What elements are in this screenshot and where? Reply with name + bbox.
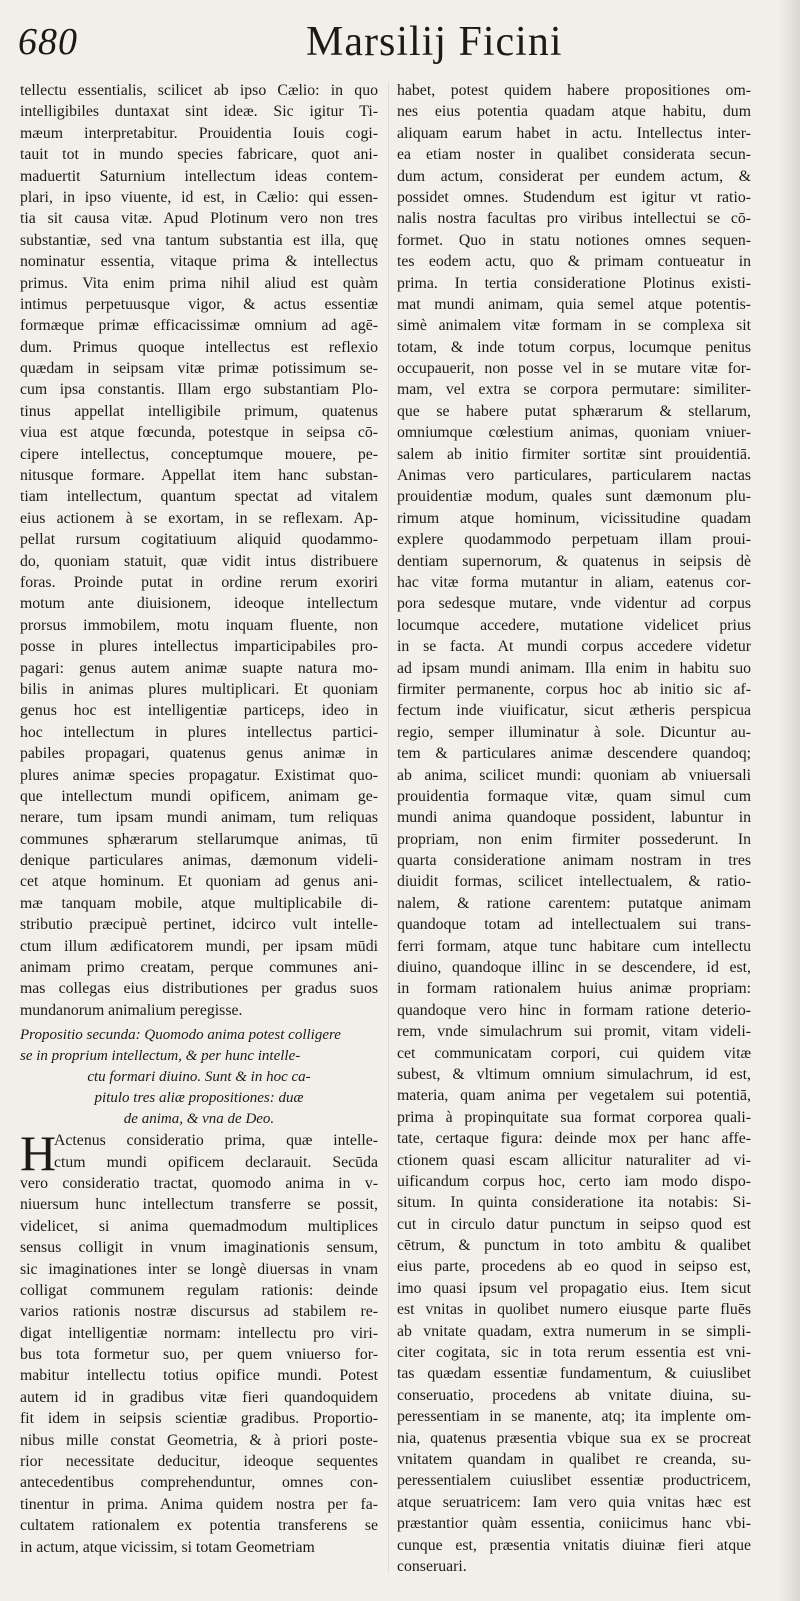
left-column bbox=[20, 80, 378, 1558]
text-line: stributio præcipuè pertinet, idcirco vult intelle- bbox=[20, 916, 378, 934]
text-line: ad ipsam mundi animam. Illa enim in habitu suo bbox=[397, 659, 751, 677]
text-line: salem ab initio firmiter sortitæ sint prouidentiā. bbox=[397, 445, 751, 463]
text-line: mat mundi animam, quia semel atque potentis- bbox=[397, 295, 751, 313]
text-line: tas quædam essentiæ fundamentum, & cuiuslibet bbox=[397, 1365, 751, 1383]
left-column-text bbox=[20, 80, 378, 1021]
text-line: nominatur essentia, vitaque prima & intellectus bbox=[20, 253, 378, 271]
text-line: ferri formam, atque tunc habitare cum intellectu bbox=[397, 937, 751, 955]
text-line: dentiam supernorum, & quatenus in seipsis dè bbox=[397, 552, 751, 570]
text-line: cum ipsa constantis. Illam ergo substantiam Plo- bbox=[20, 381, 378, 399]
text-line: habet, potest quidem habere propositiones om- bbox=[397, 82, 751, 99]
text-line: nalem, & ratione carentem: putatque animam bbox=[397, 894, 751, 912]
drop-cap-paragraph bbox=[20, 1125, 378, 1558]
text-line: nerare, tum ipsam mundi animam, tum reliquas bbox=[20, 809, 378, 827]
paragraph-line: cultatem rationalem ex potentia transferens se bbox=[20, 1517, 378, 1535]
text-line: maduertit Saturnium intellectum ideas contem- bbox=[20, 167, 378, 185]
running-title: Marsilij Ficini bbox=[306, 19, 563, 65]
paragraph-line: vero consideratio tractat, quomodo anima in v- bbox=[20, 1174, 378, 1192]
text-line: in se facta. At mundi corpus accedere videtur bbox=[397, 638, 751, 656]
heading-line: Propositio secunda: Quomodo anima potest colligere bbox=[20, 1027, 341, 1044]
text-line: dum. Primus quoque intellectus est reflexio bbox=[20, 338, 378, 356]
text-line: nia, quatenus præsentia vbique sua ex se procreat bbox=[397, 1429, 751, 1447]
text-line: mundi anima quandoque possident, labuntur in bbox=[397, 809, 751, 827]
text-line: hoc intellectum in plures intellectus partici- bbox=[20, 723, 378, 741]
paragraph-line: Actenus consideratio prima, quæ intelle- bbox=[54, 1132, 378, 1150]
text-line: mundanorum animalium peregisse. bbox=[20, 1001, 243, 1019]
text-line: eius actionem à se exortam, in se reflexam. Ap- bbox=[20, 509, 378, 527]
text-line: conseruari. bbox=[397, 1557, 467, 1575]
text-line: præstantior quàm essentia, coniicimus hanc vbi- bbox=[397, 1515, 751, 1533]
text-line: que intellectum mundi opificem, animam ge- bbox=[20, 787, 378, 805]
section-heading bbox=[20, 1025, 378, 1130]
paragraph-line: sic imaginationes inter se longè diuersas in vnam bbox=[20, 1260, 378, 1278]
paragraph-line: ctum mundi opificem declarauit. Secūda bbox=[54, 1153, 378, 1171]
text-line: mæum interpretabitur. Prouidentia Iouis cogi- bbox=[20, 124, 378, 142]
heading-line: ctu formari diuino. Sunt & in hoc ca- bbox=[87, 1069, 311, 1086]
text-line: rem, vnde simulachrum sui promit, vitam videli- bbox=[397, 1023, 751, 1041]
right-column-text bbox=[397, 80, 751, 1577]
text-line: que se habere putat sphærarum & stellarum, bbox=[397, 402, 751, 420]
text-line: diuidit formas, scilicet intellectualem, & ratio- bbox=[397, 873, 751, 891]
text-line: prouidentiæ modum, quales sunt dæmonum plu- bbox=[397, 488, 751, 506]
text-line: subest, & vltimum omnium simulachrum, id est, bbox=[397, 1065, 751, 1083]
text-line: plari, in ipso viuente, id est, in Cælio: qui essen- bbox=[20, 188, 378, 206]
text-line: genus hoc est intelligentiæ particeps, ideo in bbox=[20, 702, 378, 720]
column-gutter bbox=[388, 82, 389, 1572]
text-line: imo quasi ipsum vel propagatio eius. Item sicut bbox=[397, 1279, 751, 1297]
text-line: propriam, non enim firmiter possederunt. In bbox=[397, 830, 751, 848]
text-line: peressentialem cuiuslibet essentiæ productricem, bbox=[397, 1472, 751, 1490]
paragraph-line: tinentur in prima. Anima quidem nostra per fa- bbox=[20, 1495, 378, 1513]
text-line: tem & particulares animæ descendere quandoq; bbox=[397, 745, 751, 763]
text-line: citer cogitata, sic in tota rerum essentia est vni- bbox=[397, 1344, 751, 1362]
text-line: Animas vero particulares, particularem nactas bbox=[397, 467, 751, 485]
paragraph-line: fit idem in seipsis scientiæ gradibus. Proportio- bbox=[20, 1410, 378, 1428]
text-line: formet. Quo in statu notiones omnes sequen- bbox=[397, 231, 751, 249]
paragraph-line: rior necessitate deducitur, ideoque sequentes bbox=[20, 1453, 378, 1471]
heading-line: se in proprium intellectum, & per hunc intelle- bbox=[20, 1048, 301, 1065]
text-line: dum actum, considerat per eundem actum, & bbox=[397, 167, 751, 185]
text-line: diuino, quandoque illinc in se descendere, id est, bbox=[397, 959, 751, 977]
text-line: cipere intellectus, conceptumque mouere, pe- bbox=[20, 445, 378, 463]
text-line: viua est atque fœcunda, potestque in seipsa cō- bbox=[20, 424, 378, 442]
text-line: tia sit causa vitæ. Apud Plotinum vero non tres bbox=[20, 210, 378, 228]
text-line: possidet omnes. Studendum est igitur vt ratio- bbox=[397, 188, 751, 206]
text-line: fectum inde viuificatur, sicut ætheris perspicua bbox=[397, 702, 751, 720]
text-line: plures animæ species propagatur. Existimat quo- bbox=[20, 766, 378, 784]
text-line: regio, semper illuminatur à sole. Dicuntur au- bbox=[397, 723, 751, 741]
paragraph-text bbox=[20, 1125, 378, 1558]
paragraph-line: in actum, atque vicissim, si totam Geometriam bbox=[20, 1538, 315, 1556]
page-number: 680 bbox=[18, 21, 78, 63]
text-line: mas collegas eius distributiones per gradus suos bbox=[20, 980, 378, 998]
text-line: uificandum corpus hoc, certo iam modo dispo- bbox=[397, 1172, 751, 1190]
text-line: est vnitas in quolibet numero eiusque parte fluēs bbox=[397, 1301, 751, 1319]
text-line: prorsus immobilem, motu inquam fluente, non bbox=[20, 616, 378, 634]
paragraph-line: antecedentibus comprehenduntur, omnes con- bbox=[20, 1474, 378, 1492]
text-line: communes sphærarum stellarumque animas, tū bbox=[20, 830, 378, 848]
text-line: peressentiam in se manente, atq; ita implente om- bbox=[397, 1408, 751, 1426]
heading-line: de anima, & vna de Deo. bbox=[123, 1111, 275, 1128]
paragraph-line: varios rationis nostræ discursus ad stabilem re- bbox=[20, 1303, 378, 1321]
text-line: ctum illum ædificatorem mundi, per ipsam mūdi bbox=[20, 937, 378, 955]
text-line: cet atque hominum. Et quoniam ad genus ani- bbox=[20, 873, 378, 891]
text-line: pagari: genus autem animæ suapte natura mo- bbox=[20, 659, 378, 677]
text-line: conseruatio, procedens ab vnitate diuina, su- bbox=[397, 1386, 751, 1404]
text-line: hac vitæ forma mutantur in aliam, eatenus cor- bbox=[397, 573, 751, 591]
text-line: aliquam earum habet in actu. Intellectus inter- bbox=[397, 124, 751, 142]
text-line: substantiæ, sed vna tantum substantia est illa, quę bbox=[20, 231, 378, 249]
drop-cap: H bbox=[20, 1125, 57, 1182]
text-line: posse in plures intellectus imparticipabiles pro- bbox=[20, 638, 378, 656]
text-line: firmiter permanente, corpus hoc ab initio sic af- bbox=[397, 680, 751, 698]
text-line: cētrum, & punctum in toto ambitu & qualibet bbox=[397, 1237, 751, 1255]
text-line: tellectu essentialis, scilicet ab ipso Cælio: in quo bbox=[20, 82, 378, 99]
text-line: motum ante diuisionem, ideoque intellectum bbox=[20, 595, 378, 613]
page-header bbox=[18, 14, 758, 70]
text-line: mæ tanquam mobile, atque multiplicabile di- bbox=[20, 894, 378, 912]
text-line: do, quoniam statuit, quæ vidit intus distribuere bbox=[20, 552, 378, 570]
right-column bbox=[397, 80, 751, 1577]
text-line: ab vnitate quadam, extra numerum in se simpli- bbox=[397, 1322, 751, 1340]
text-line: quædam in seipsam vitæ primæ potissimum se- bbox=[20, 360, 378, 378]
text-line: pellat rursum cogitatiuum aliquid quodammo- bbox=[20, 531, 378, 549]
text-line: explere quodammodo perpetuam illam proui- bbox=[397, 531, 751, 549]
paragraph-line: bus tota formetur suo, per quem vniuerso for- bbox=[20, 1346, 378, 1364]
text-line: prima. In tertia consideratione Plotinus existi- bbox=[397, 274, 751, 292]
text-line: vnitatem quandam in qualibet re creanda, su- bbox=[397, 1451, 751, 1468]
text-line: primus. Vita enim prima nihil aliud est quàm bbox=[20, 274, 378, 292]
paragraph-line: mabitur intellectu totius opifice mundi. Potest bbox=[20, 1367, 378, 1385]
paragraph-line: digat intelligentiæ normam: intellectu pro viri- bbox=[20, 1324, 378, 1342]
text-line: foras. Proinde putat in ordine rerum exoriri bbox=[20, 573, 378, 591]
text-line: tauit tot in mundo species fabricare, quot ani- bbox=[20, 146, 378, 164]
text-line: ctionem quasi escam allicitur naturaliter ad vi- bbox=[397, 1151, 751, 1169]
text-line: omniumque cœlestium animas, quoniam vniuer- bbox=[397, 424, 751, 442]
text-line: denique particulares animas, dæmonum videli- bbox=[20, 852, 378, 870]
text-line: pabiles propagari, quatenus genus animæ in bbox=[20, 745, 378, 763]
text-line: nalis nostra facultas pro viribus intellectui se cō- bbox=[397, 210, 751, 228]
text-line: tes eodem actu, quo & primam contueatur in bbox=[397, 253, 751, 271]
text-line: animam primo creatam, perque communes ani- bbox=[20, 959, 378, 977]
text-line: mam, vel extra se corpora permutare: similiter- bbox=[397, 381, 751, 399]
text-line: cut in circulo datur punctum in seipso quod est bbox=[397, 1215, 751, 1233]
paragraph-line: autem id in gradibus vitæ fieri quandoquidem bbox=[20, 1388, 378, 1406]
text-line: locumque accedere, mutatione videlicet prius bbox=[397, 616, 751, 634]
text-line: formæque primæ efficacissimæ omnium ad agē- bbox=[20, 317, 378, 335]
text-line: quarta consideratione animam nostram in tres bbox=[397, 852, 751, 870]
text-line: cunque est, præsentia vnitatis diuinæ fieri atque bbox=[397, 1536, 751, 1554]
heading-line: pitulo tres aliæ propositiones: duæ bbox=[94, 1090, 304, 1107]
text-line: intimus perpetuusque vigor, & actus essentiæ bbox=[20, 295, 378, 313]
text-line: ab anima, scilicet mundi: quoniam ab vniuersali bbox=[397, 766, 751, 784]
text-line: simè animalem vitæ formam in se complexa sit bbox=[397, 317, 751, 335]
text-line: prima à propinquitate sua format corporea quali- bbox=[397, 1108, 751, 1126]
text-line: pora sedesque mutare, vnde videntur ad corpus bbox=[397, 595, 751, 613]
text-line: situm. In quinta consideratione ita notabis: Si- bbox=[397, 1194, 751, 1212]
text-line: intelligibiles duntaxat sint ideæ. Sic igitur Ti- bbox=[20, 103, 378, 121]
text-line: quandoque vero hinc in formam ratione deterio- bbox=[397, 1001, 751, 1019]
text-line: materia, quam anima per vegetalem sui potentiā, bbox=[397, 1087, 751, 1105]
text-line: totam, & inde totum corpus, locumque penitus bbox=[397, 338, 751, 356]
text-line: tate, certaque figura: deinde mox per hanc affe- bbox=[397, 1130, 751, 1148]
text-line: tinus appellat intelligibile primum, quatenus bbox=[20, 402, 378, 420]
paragraph-line: sensus colligit in vnum imaginationis sensum, bbox=[20, 1239, 378, 1257]
text-line: prouidentia formaque vitæ, quam simul cum bbox=[397, 787, 751, 805]
text-line: occupauerit, non posse vel in se mutare vitæ for- bbox=[397, 360, 751, 378]
text-line: ea etiam noster in qualibet considerata secun- bbox=[397, 146, 751, 164]
text-line: in formam rationalem huius animæ propriam: bbox=[397, 980, 751, 998]
paragraph-line: videlicet, si anima quemadmodum multiplices bbox=[20, 1217, 378, 1235]
paragraph-line: colligat communem regulam rationis: deinde bbox=[20, 1281, 378, 1299]
text-line: eius parte, procedens ab eo quod in seipso est, bbox=[397, 1258, 751, 1276]
text-line: rimum atque hominum, vicissitudine quadam bbox=[397, 509, 751, 527]
text-line: atque seruatricem: Iam vero quia vnitas hæc est bbox=[397, 1493, 751, 1511]
text-line: bilis in animas plures multiplicari. Et quoniam bbox=[20, 680, 378, 698]
text-line: tiam intellectum, quantum spectat ad vitalem bbox=[20, 488, 378, 506]
text-line: cet communicatam corpori, cui quidem vitæ bbox=[397, 1044, 751, 1062]
text-line: nes eius potentia quadam atque habitu, dum bbox=[397, 103, 751, 121]
text-line: nitusque formare. Appellat item hanc substan- bbox=[20, 467, 378, 485]
paragraph-line: nibus mille constat Geometria, & à priori poste- bbox=[20, 1431, 378, 1449]
paragraph-line: niuersum hunc intellectum transferre se possit, bbox=[20, 1196, 378, 1214]
text-line: quandoque totam ad intellectualem sui trans- bbox=[397, 916, 751, 934]
